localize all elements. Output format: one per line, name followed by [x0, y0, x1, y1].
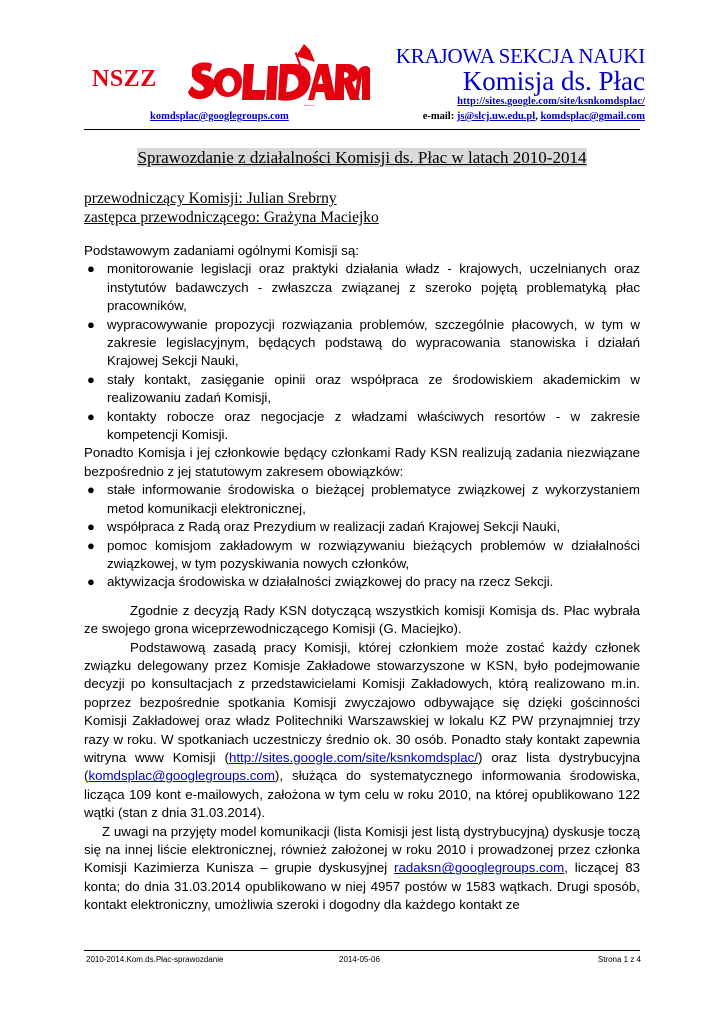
logo-text: Solidarność	[304, 105, 315, 107]
document-title	[84, 148, 640, 168]
paragraph-2-text-a: Podstawową zasadą pracy Komisji, której członkiem może zostać każdy członek związku delegowany przez Komisje Zakładowe stowarzyszone w KSN, było podejmowanie decyzji po konsultacjach z przedstawicielami Komisji Zakładowych, którą realizowano m.in. poprzez bezpośrednie spotkania Komisji zwyczajowo odbywające się dzięki gościnności Komisji Zakładowej oraz władz Politechniki Warszawskiej w lokalu KZ PW przynajmniej trzy razy w roku. W spotkaniach uczestniczy średnio ok. 30 osób. Ponadto stały kontakt zapewnia witryna www Komisji (	[84, 639, 640, 765]
header-email-line	[423, 111, 645, 122]
header-url-link[interactable]: http://sites.google.com/site/ksnkomdsplac/	[457, 96, 645, 107]
footer-divider	[84, 950, 640, 951]
list-item	[84, 537, 640, 574]
list-item	[84, 260, 640, 315]
list-item	[84, 371, 640, 408]
bullet-icon: ●	[87, 316, 95, 332]
solidarnosc-logo	[184, 42, 372, 108]
bullet-icon: ●	[87, 371, 95, 387]
email-link-2[interactable]: komdsplac@gmail.com	[540, 111, 645, 122]
deputy-line: zastępca przewodniczącego: Grażyna Maciejko	[84, 209, 379, 226]
paragraph-3-text-a: Z uwagi na przyjęty model komunikacji (lista Komisji jest listą dystrybucyjną) dyskusje toczą się na innej liście elektronicznej, również założonej w roku 2010 i prowadzonej przez członka Komisji Kazimierza Kunisza – grupie dyskusyjnej	[84, 823, 640, 876]
list-item	[84, 573, 640, 591]
bullet-icon: ●	[87, 574, 95, 590]
intro2-paragraph: Ponadto Komisja i jej członkowie będący członkami Rady KSN realizują zadania niezwiązane bezpośrednio z jej statutowym zakresem obowiązków:	[84, 445, 640, 479]
list-item-text: monitorowanie legislacji oraz praktyki działania władz - krajowych, uczelnianych oraz instytutów badawczych - zwłaszcza związanej z szeroko pojętą problematyką płac pracowników,	[107, 261, 640, 314]
footer-filename: 2010-2014.Kom.ds.Płac-sprawozdanie	[86, 955, 224, 964]
bullet-icon: ●	[87, 482, 95, 498]
bullet-icon: ●	[87, 519, 95, 535]
chair-line: przewodniczący Komisji: Julian Srebrny	[84, 190, 337, 207]
paragraph-3	[84, 823, 640, 915]
paragraph-2-text-c: ), służąca do systematycznego informowania środowiska, licząca 109 kont e-mailowych, założona w tym celu w roku 2010, na której opublikowano 122 wątki (stan z dnia 31.03.2014).	[84, 768, 640, 821]
footer-page-number: Strona 1 z 4	[597, 955, 641, 964]
list-item	[84, 518, 640, 536]
list-item	[84, 316, 640, 371]
discussion-group-link[interactable]: radaksn@googlegroups.com	[394, 860, 565, 876]
email-separator: ,	[535, 111, 541, 122]
email-link-1[interactable]: js@slcj.uw.edu.pl	[456, 111, 536, 122]
list-item-text: pomoc komisjom zakładowym w rozwiązywaniu bieżących problemów w działalności związkowej, w tym pozyskiwania nowych członków,	[107, 537, 640, 571]
document-body	[84, 242, 640, 915]
tasks2-list	[84, 481, 640, 591]
email-label: e-mail:	[422, 111, 455, 122]
paragraph-2-text-b: ) oraz lista dystrybucyjna (	[84, 749, 640, 784]
list-email-link[interactable]: komdsplac@googlegroups.com	[88, 768, 275, 784]
header-email-left-link[interactable]: komdsplac@googlegroups.com	[150, 111, 289, 122]
bullet-icon: ●	[87, 261, 95, 277]
list-item-text: stałe informowanie środowiska o bieżącej problematyce związkowej z wykorzystaniem metod komunikacji elektronicznej,	[107, 482, 640, 516]
commission-title: Komisja ds. Płac	[462, 66, 645, 96]
nszz-label: NSZZ	[92, 66, 157, 92]
list-item	[84, 408, 640, 445]
list-item-text: aktywizacja środowiska w działalności związkowej do pracy na rzecz Sekcji.	[107, 574, 554, 590]
paragraph-2	[84, 639, 640, 823]
list-item-text: współpraca z Radą oraz Prezydium w realizacji zadań Krajowej Sekcji Nauki,	[107, 519, 561, 535]
bullet-icon: ●	[87, 408, 95, 424]
intro-paragraph: Podstawowym zadaniami ogólnymi Komisji są:	[84, 243, 359, 258]
site-link[interactable]: http://sites.google.com/site/ksnkomdsplac/	[228, 749, 479, 765]
paragraph-1: Zgodnie z decyzją Rady KSN dotyczącą wszystkich komisji Komisja ds. Płac wybrała ze swojego grona wiceprzewodniczącego Komisji (G. Maciejko).	[84, 602, 640, 637]
footer-date: 2014-05-06	[339, 955, 380, 964]
list-item-text: wypracowywanie propozycji rozwiązania problemów, szczególnie płacowych, w tym w zakresie legislacyjnym, będących podstawą do wypracowania stanowiska i działań Krajowej Sekcji Nauki,	[107, 316, 640, 369]
list-item	[84, 481, 640, 518]
document-title-text: Sprawozdanie z działalności Komisji ds. Płac w latach 2010-2014	[137, 148, 587, 167]
paragraph-3-text-b: , liczącej 83 konta; do dnia 31.03.2014 opublikowano w niej 4957 postów w 1583 wątkach. Drugi sposób, kontakt elektroniczny, umożliwia szeroki i dogodny dla każdego kontakt ze	[84, 860, 640, 913]
header-divider	[84, 129, 640, 130]
list-item-text: kontakty robocze oraz negocjacje z władzami właściwych resortów - w zakresie kompetencji Komisji.	[107, 408, 640, 443]
tasks-list	[84, 260, 640, 444]
list-item-text: stały kontakt, zasięganie opinii oraz współpraca ze środowiskiem akademickim w realizowaniu zadań Komisji,	[107, 371, 640, 406]
bullet-icon: ●	[87, 537, 95, 553]
spacer	[84, 592, 640, 602]
section-title: KRAJOWA SEKCJA NAUKI	[395, 44, 645, 68]
